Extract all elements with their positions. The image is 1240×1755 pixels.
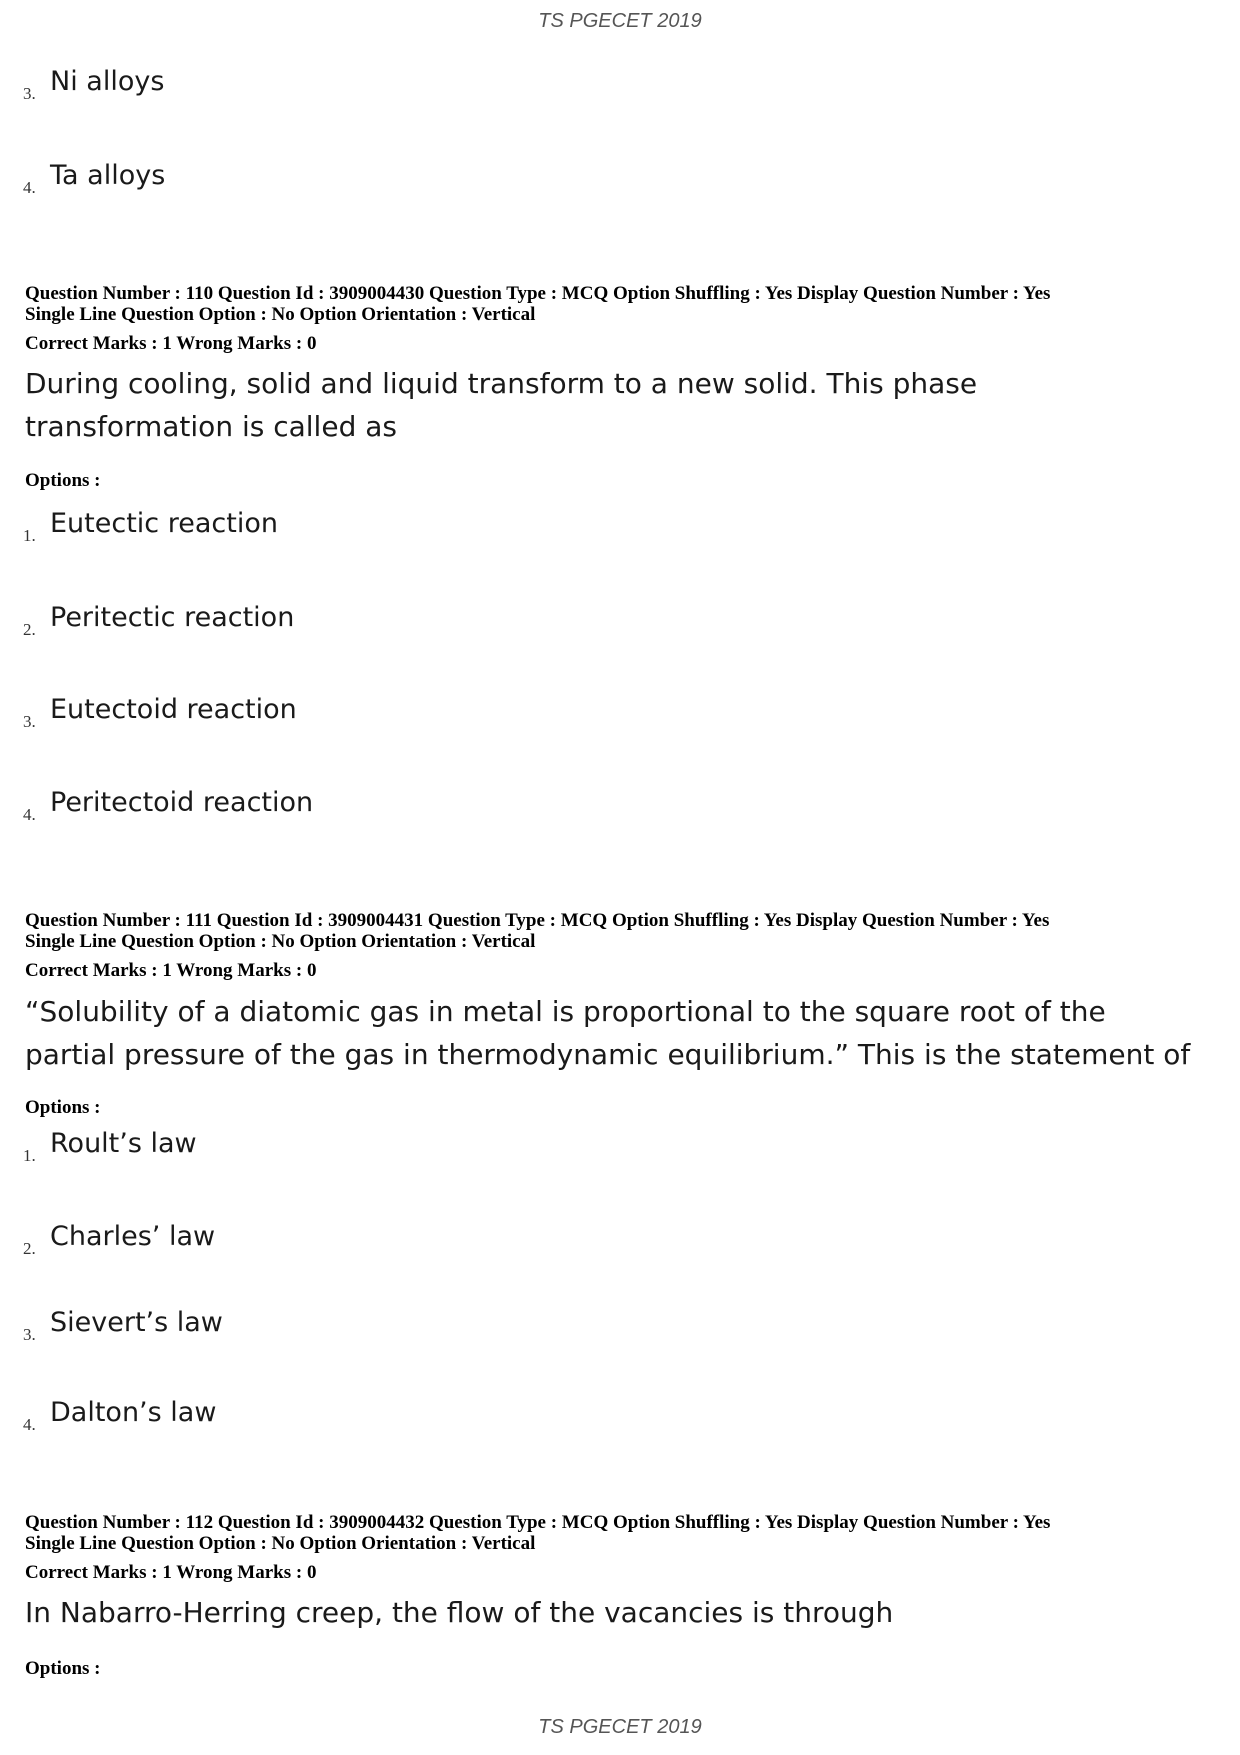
q110-options-label: Options : xyxy=(25,470,101,491)
option-number: 1. xyxy=(23,1146,36,1165)
q111-meta-line2: Single Line Question Option : No Option Orientation : Vertical xyxy=(25,931,536,952)
option-text: Ni alloys xyxy=(50,66,165,97)
q111-options-label: Options : xyxy=(25,1097,101,1118)
option-text: Charles’ law xyxy=(50,1221,216,1252)
q112-text-line1: In Nabarro-Herring creep, the flow of the vacancies is through xyxy=(25,1596,894,1629)
option-text: Sievert’s law xyxy=(50,1307,223,1338)
q111-meta-line1: Question Number : 111 Question Id : 3909004431 Question Type : MCQ Option Shuffling : Yes Display Question Number : Yes xyxy=(25,910,1050,931)
option-text: Ta alloys xyxy=(50,160,166,191)
q111-text-line1: “Solubility of a diatomic gas in metal is proportional to the square root of the xyxy=(25,995,1106,1028)
option-text: Roult’s law xyxy=(50,1128,197,1159)
option-number: 4. xyxy=(23,178,36,197)
page-header: TS PGECET 2019 xyxy=(538,10,702,32)
q112-marks: Correct Marks : 1 Wrong Marks : 0 xyxy=(25,1562,317,1583)
option-number: 2. xyxy=(23,1239,36,1258)
option-text: Eutectoid reaction xyxy=(50,694,297,725)
q110-meta-line1: Question Number : 110 Question Id : 3909004430 Question Type : MCQ Option Shuffling : Yes Display Question Number : Yes xyxy=(25,283,1051,304)
option-number: 3. xyxy=(23,1325,36,1344)
q112-options-label: Options : xyxy=(25,1658,101,1679)
q110-text-line1: During cooling, solid and liquid transform to a new solid. This phase xyxy=(25,367,978,400)
option-text: Peritectoid reaction xyxy=(50,787,314,818)
option-number: 3. xyxy=(23,712,36,731)
q110-marks: Correct Marks : 1 Wrong Marks : 0 xyxy=(25,333,317,354)
q112-meta-line1: Question Number : 112 Question Id : 3909004432 Question Type : MCQ Option Shuffling : Yes Display Question Number : Yes xyxy=(25,1512,1051,1533)
option-text: Eutectic reaction xyxy=(50,508,278,539)
q110-text-line2: transformation is called as xyxy=(25,410,397,443)
q112-meta-line2: Single Line Question Option : No Option Orientation : Vertical xyxy=(25,1533,536,1554)
option-text: Dalton’s law xyxy=(50,1397,217,1428)
option-number: 4. xyxy=(23,805,36,824)
option-number: 3. xyxy=(23,84,36,103)
page-footer: TS PGECET 2019 xyxy=(538,1716,702,1738)
q110-meta-line2: Single Line Question Option : No Option Orientation : Vertical xyxy=(25,304,536,325)
q111-text-line2: partial pressure of the gas in thermodynamic equilibrium.” This is the statement of xyxy=(25,1038,1191,1071)
option-text: Peritectic reaction xyxy=(50,602,295,633)
option-number: 2. xyxy=(23,620,36,639)
q111-marks: Correct Marks : 1 Wrong Marks : 0 xyxy=(25,960,317,981)
option-number: 1. xyxy=(23,526,36,545)
option-number: 4. xyxy=(23,1415,36,1434)
